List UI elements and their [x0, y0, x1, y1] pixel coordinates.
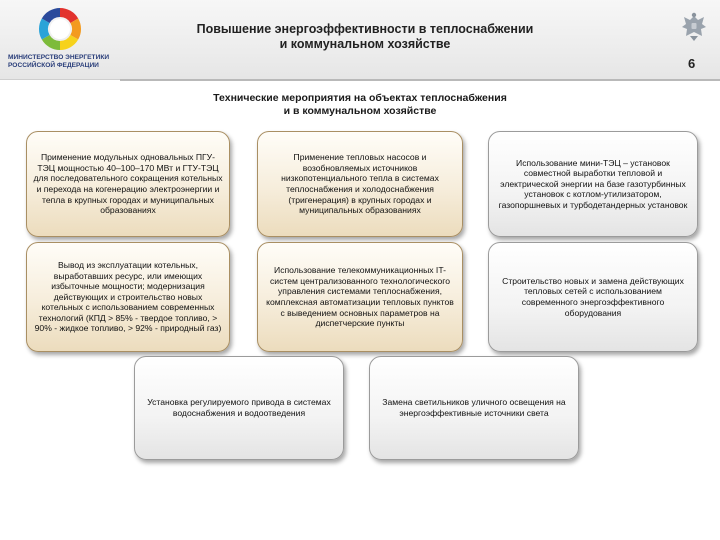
coat-of-arms-icon [680, 12, 708, 42]
measure-box-heat-pumps: Применение тепловых насосов и возобновляемых источников низкопотенциального тепла в системах теплоснабжения и холодоснабжения (тригенерация) в крупных городах и муниципальных образованиях [257, 131, 463, 237]
section-subtitle-line2: и в коммунальном хозяйстве [283, 105, 437, 117]
page-title [150, 22, 580, 52]
header-divider [120, 79, 720, 81]
ministry-logo [6, 6, 116, 76]
page-number: 6 [688, 56, 696, 71]
measure-box-modular-pgu-tec: Применение модульных одновальных ПГУ-ТЭЦ мощностью 40–100–170 МВт и ГТУ-ТЭЦ для последовательного сокращения котельных и перехода на когенерацию электроэнергии и тепла в крупных городах и муниципальных образованиях [26, 131, 230, 237]
section-subtitle [160, 92, 560, 118]
page-title-line1: Повышение энергоэффективности в теплоснабжении [196, 22, 534, 36]
ministry-logo-text [6, 54, 116, 70]
logo-text-line2: РОССИЙСКОЙ ФЕДЕРАЦИИ [8, 62, 99, 69]
measure-box-heat-networks: Строительство новых и замена действующих тепловых сетей с использованием современного энергоэффективного оборудования [488, 242, 698, 352]
ministry-logo-ring-icon [37, 6, 83, 52]
measure-box-boiler-modernization: Вывод из эксплуатации котельных, выработавших ресурс, или имеющих избыточные мощности; модернизация действующих и строительство новых котельных с использованием современных технологий (КПД > 85% - твердое топливо, > 90% - жидкое топливо, > 92% - природный газ) [26, 242, 230, 352]
logo-text-line1: МИНИСТЕРСТВО ЭНЕРГЕТИКИ [8, 54, 110, 61]
measure-box-it-systems: Использование телекоммуникационных IT-систем централизованного технологического управления системами теплоснабжения, комплексная автоматизации тепловых пунктов с выведением основных параметров на диспетчерские пункты [257, 242, 463, 352]
measure-box-variable-drive: Установка регулируемого привода в системах водоснабжения и водоотведения [134, 356, 344, 460]
page-title-line2: и коммунальном хозяйстве [279, 37, 451, 51]
measure-box-mini-tec: Использование мини-ТЭЦ – установок совместной выработки тепловой и электрической энергии на базе газотурбинных установок с котлом-утилизатором, газопоршневых и турбодетандерных установок [488, 131, 698, 237]
section-subtitle-line1: Технические мероприятия на объектах теплоснабжения [213, 92, 507, 104]
measure-box-street-lighting: Замена светильников уличного освещения на энергоэффективные источники света [369, 356, 579, 460]
header-bar [0, 0, 720, 80]
